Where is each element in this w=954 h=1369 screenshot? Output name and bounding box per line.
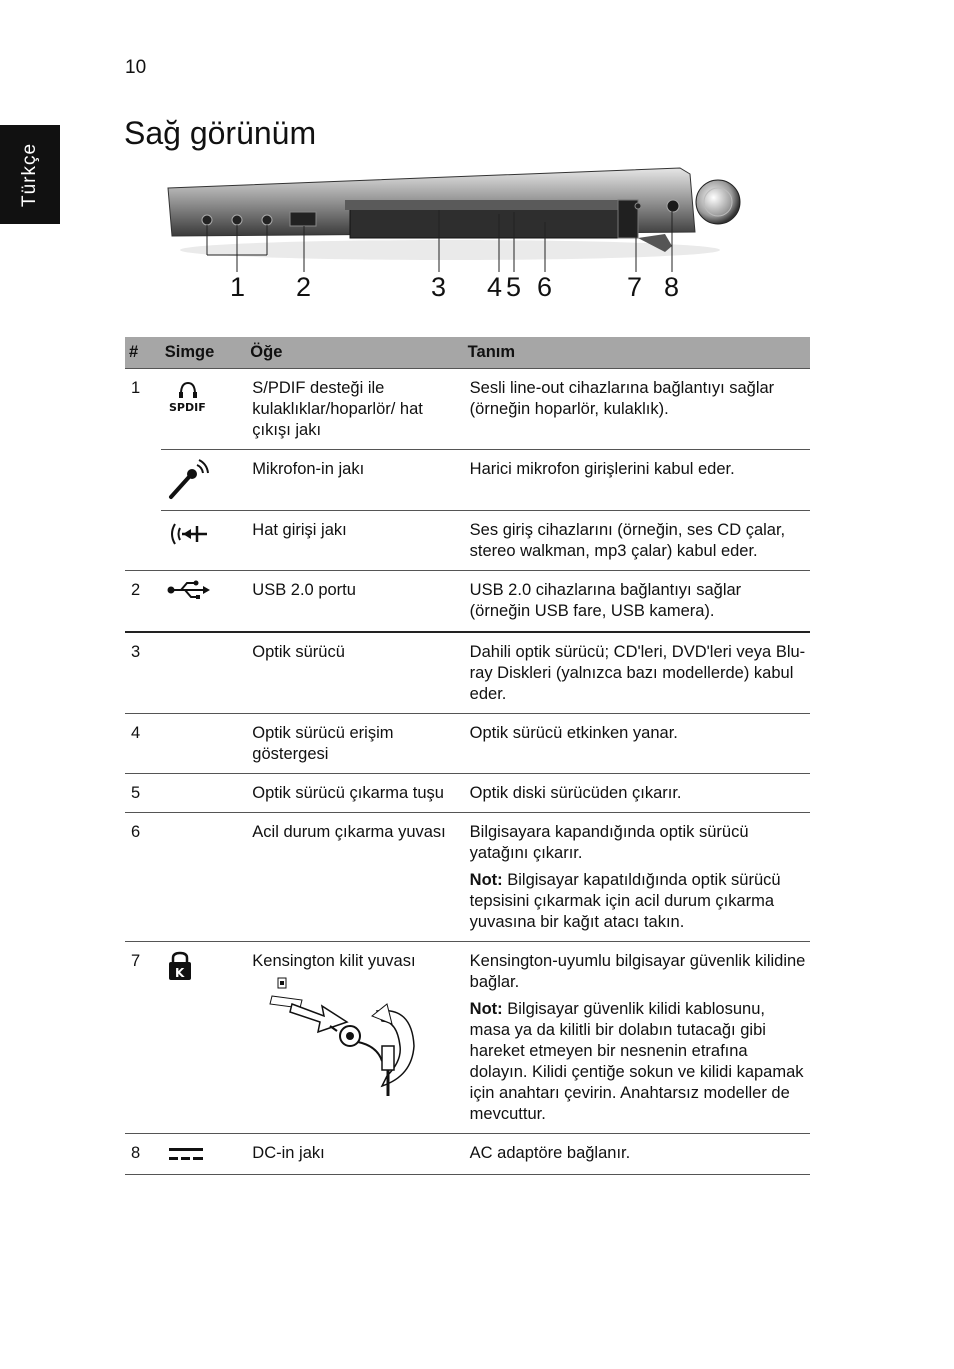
row-desc: Dahili optik sürücü; CD'leri, DVD'leri veya Blu-ray Diskleri (yalnızca bazı modellerde) kabul eder. [464,632,810,714]
table-row [125,1133,810,1174]
row-desc: Optik diski sürücüden çıkarır. [464,773,810,812]
row-num: 5 [125,773,161,812]
row-desc: Bilgisayara kapandığında optik sürücü yatağını çıkarır. [469,822,749,862]
row-item: Mikrofon-in jakı [246,450,463,511]
row-desc: Harici mikrofon girişlerini kabul eder. [464,450,810,511]
row-num: 3 [125,632,161,714]
note-label: Not: [469,870,503,889]
row-item: Optik sürücü erişim göstergesi [246,713,463,773]
language-tab-label: Türkçe [19,142,41,207]
row-item: Optik sürücü çıkarma tuşu [246,773,463,812]
header-item: Öğe [246,337,463,369]
dc-in-icon [167,1143,207,1163]
table-row [125,511,810,571]
header-num: # [125,337,161,369]
callout-1: 1 [230,272,246,302]
row-item: S/PDIF desteği ile kulaklıklar/hoparlör/ hat çıkışı jakı [252,379,423,439]
table-row [125,713,810,773]
note-text: Bilgisayar kapatıldığında optik sürücü tepsisini çıkarmak için acil durum çıkarma yuvasına bir kağıt atacı takın. [469,870,781,931]
table-row [125,941,810,1133]
usb-icon [167,580,211,600]
row-desc: Kensington-uyumlu bilgisayar güvenlik kilidine bağlar. [469,951,806,991]
callout-labels [160,272,760,308]
header-icon: Simge [161,337,247,369]
row-note [470,870,806,933]
row-desc: AC adaptöre bağlanır. [464,1133,810,1174]
row-desc: Ses giriş cihazlarını (örneğin, ses CD çalar, stereo walkman, mp3 çalar) kabul eder. [464,511,810,571]
callout-3: 3 [431,272,447,302]
callout-4: 4 [487,272,503,302]
kensington-lock-icon [167,951,193,981]
laptop-right-view-figure [160,160,760,310]
callout-7: 7 [627,272,643,302]
row-num: 2 [125,571,161,632]
row-num [125,511,161,571]
svg-text:SPDIF: SPDIF [168,401,206,414]
microphone-icon [167,459,211,501]
row-item: Kensington kilit yuvası [252,951,416,970]
table-row [125,369,810,450]
table-header-row [125,337,810,369]
callout-2: 2 [296,272,312,302]
table-row [125,450,810,511]
row-item: DC-in jakı [246,1133,463,1174]
header-desc: Tanım [464,337,810,369]
table-row [125,571,810,632]
note-text: Bilgisayar güvenlik kilidi kablosunu, masa ya da kilitli bir dolabın tutacağı gibi hareket etmeyen bir nesnenin etrafına dolayın. Kilidi çentiğe sokun ve kilidi kapamak için anahtarı çevirin. Anahtarsız modeller de mevcuttur. [469,999,804,1123]
callout-5: 5 [506,272,522,302]
row-num: 1 [131,379,141,397]
callout-6: 6 [537,272,553,302]
row-num [125,450,161,511]
port-spec-table [125,337,810,1175]
table-row [125,812,810,941]
row-desc: Optik sürücü etkinken yanar. [464,713,810,773]
row-item: Acil durum çıkarma yuvası [246,812,463,941]
row-num: 8 [125,1133,161,1174]
spdif-headphone-icon [167,378,209,414]
row-note [470,999,806,1125]
row-num: 6 [125,812,161,941]
row-item: USB 2.0 portu [246,571,463,632]
row-num: 4 [125,713,161,773]
svg-text:K: K [174,965,185,980]
row-desc: Sesli line-out cihazlarına bağlantıyı sağlar (örneğin hoparlör, kulaklık). [469,379,775,418]
line-in-icon [167,520,211,548]
page-title: Sağ görünüm [124,115,317,151]
page-number: 10 [125,57,147,78]
row-item: Optik sürücü [246,632,463,714]
language-tab [0,125,60,224]
table-row [125,632,810,714]
laptop-side-illustration [160,160,760,272]
note-label: Not: [469,999,503,1018]
table-row [125,773,810,812]
row-num: 7 [125,941,161,1133]
kensington-lock-illustration [252,976,422,1101]
callout-8: 8 [664,272,680,302]
row-desc: USB 2.0 cihazlarına bağlantıyı sağlar (örneğin USB fare, USB kamera). [464,571,810,632]
row-item: Hat girişi jakı [246,511,463,571]
